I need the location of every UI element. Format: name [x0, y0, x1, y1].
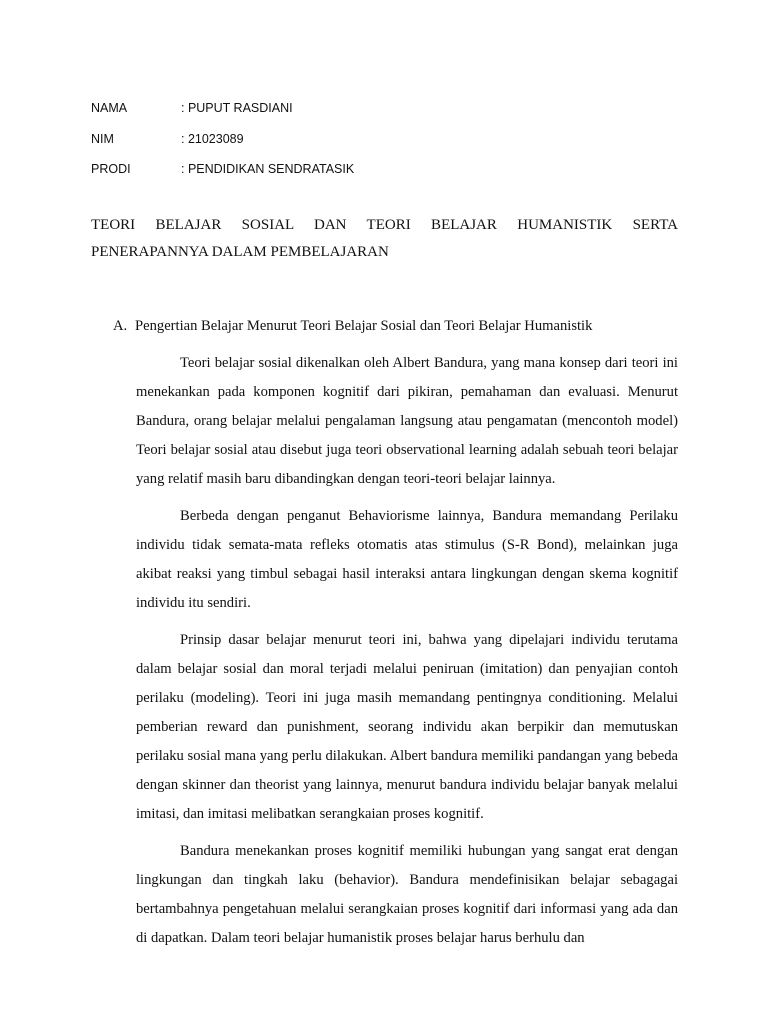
identity-value: : PENDIDIKAN SENDRATASIK: [181, 162, 355, 177]
student-identity: [91, 93, 354, 185]
identity-value: : PUPUT RASDIANI: [181, 101, 293, 116]
section-letter: A.: [113, 318, 128, 334]
paragraph: Berbeda dengan penganut Behaviorisme lainnya, Bandura memandang Perilaku individu tidak semata-mata refleks otomatis atas stimulus (S-R Bond), melainkan juga akibat reaksi yang timbul sebagai hasil interaksi antara lingkungan dengan skema kognitif individu itu sendiri.: [136, 508, 678, 611]
identity-row-nim: [91, 124, 354, 155]
section-heading: [113, 313, 678, 340]
paragraph: Bandura menekankan proses kognitif memiliki hubungan yang sangat erat dengan lingkungan dan tingkah laku (behavior). Bandura mendefinisikan belajar sebagagai bertambahnya pengetahuan melalui serangkaian proses kognitif dari informasi yang ada dan di dapatkan. Dalam teori belajar humanistik proses belajar harus berhulu dan: [136, 843, 678, 946]
paragraph: Prinsip dasar belajar menurut teori ini, bahwa yang dipelajari individu terutama dalam belajar sosial dan moral terjadi melalui peniruan (imitation) dan penyajian contoh perilaku (modeling). Teori ini juga masih memandang pentingnya conditioning. Melalui pemberian reward dan punishment, seorang individu akan berpikir dan memutuskan perilaku sosial mana yang perlu dilakukan. Albert bandura memiliki pandangan yang bebeda dengan skinner dan theorist yang lainnya, menurut bandura individu belajar banyak melalui imitasi, dan imitasi melibatkan serangkaian proses kognitif.: [136, 632, 678, 822]
identity-row-prodi: [91, 154, 354, 185]
section-a: [113, 313, 678, 340]
document-title: TEORI BELAJAR SOSIAL DAN TEORI BELAJAR HUMANISTIK SERTA PENERAPANNYA DALAM PEMBELAJARAN: [91, 217, 678, 260]
identity-row-nama: [91, 93, 354, 124]
section-heading-text: Pengertian Belajar Menurut Teori Belajar Sosial dan Teori Belajar Humanistik: [135, 318, 593, 334]
identity-label: PRODI: [91, 162, 131, 177]
identity-value: : 21023089: [181, 131, 244, 146]
paragraph: Teori belajar sosial dikenalkan oleh Albert Bandura, yang mana konsep dari teori ini menekankan pada komponen kognitif dari pikiran, pemahaman dan evaluasi. Menurut Bandura, orang belajar melalui pengalaman langsung atau pengamatan (mencontoh model) Teori belajar sosial atau disebut juga teori observational learning adalah sebuah teori belajar yang relatif masih baru dibandingkan dengan teori-teori belajar lainnya.: [136, 355, 678, 487]
identity-label: NIM: [91, 131, 114, 146]
identity-label: NAMA: [91, 101, 128, 116]
body-text: [136, 349, 678, 961]
